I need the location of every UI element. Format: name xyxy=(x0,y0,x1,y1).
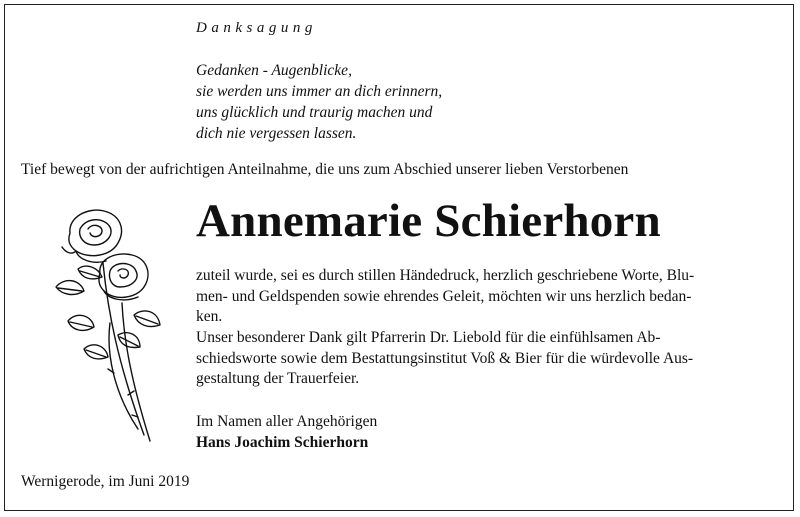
paragraph-line: Unser besonderer Dank gilt Pfarrerin Dr. Liebold für die einfühlsamen Ab- xyxy=(196,329,661,346)
thanks-paragraph-1 xyxy=(196,266,694,328)
poem-line: sie werden uns immer an dich erinnern, xyxy=(196,83,443,100)
signature-block xyxy=(196,411,377,453)
deceased-name: Annemarie Schierhorn xyxy=(196,195,661,247)
paragraph-line: schiedsworte sowie dem Bestattungsinstitut Voß & Bier für die würdevolle Aus- xyxy=(196,349,694,367)
intro-text: Tief bewegt von der aufrichtigen Anteilnahme, die uns zum Abschied unserer lieben Verstorbenen xyxy=(21,161,629,178)
paragraph-line: zuteil wurde, sei es durch stillen Händedruck, herzlich geschriebene Worte, Blu- xyxy=(196,267,695,284)
signer-name: Hans Joachim Schierhorn xyxy=(196,434,369,451)
paragraph-line: gestaltung der Trauerfeier. xyxy=(196,370,360,387)
poem xyxy=(196,60,442,144)
poem-line: uns glücklich und traurig machen und xyxy=(196,104,433,121)
on-behalf-text: Im Namen aller Angehörigen xyxy=(196,413,378,430)
poem-line: dich nie vergessen lassen. xyxy=(196,125,357,142)
paragraph-line: men- und Geldspenden sowie ehrendes Geleit, möchten wir uns herzlich bedan- xyxy=(196,287,692,305)
poem-line: Gedanken - Augenblicke, xyxy=(196,62,352,79)
place-date: Wernigerode, im Juni 2019 xyxy=(21,473,190,490)
paragraph-line: ken. xyxy=(196,308,223,325)
roses-illustration-icon xyxy=(48,203,166,443)
notice-heading: Danksagung xyxy=(196,20,317,36)
thanks-paragraph-2 xyxy=(196,328,693,390)
